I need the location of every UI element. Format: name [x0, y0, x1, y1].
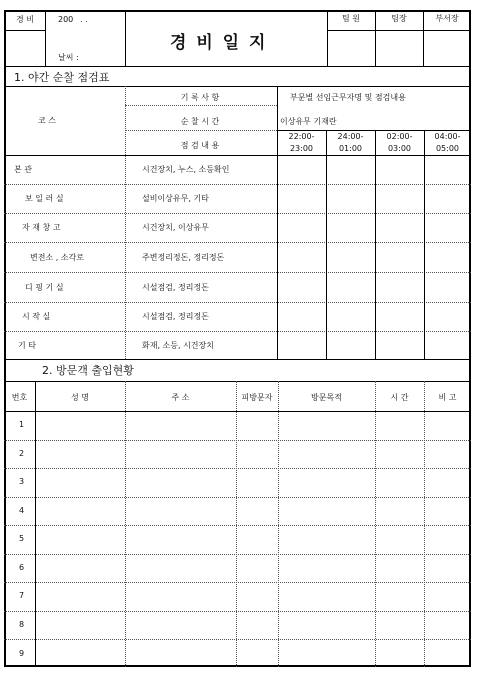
course-boiler-room: 보 일 러 실	[25, 194, 64, 203]
time-slot-4-start: 04:00-	[434, 132, 461, 141]
section2-title: 2. 방문객 출입현황	[42, 364, 134, 377]
col-name: 성 명	[71, 393, 89, 402]
divider	[45, 10, 46, 66]
divider	[4, 639, 471, 640]
signature-box-dept-head[interactable]	[423, 30, 471, 66]
time-slot-2-end: 01:00	[338, 144, 363, 153]
course-prototype-room: 시 작 실	[22, 312, 51, 321]
time-slot-4-end: 05:00	[435, 144, 460, 153]
inspection-header: 점 검 내 용	[180, 141, 220, 150]
row-number: 9	[19, 649, 25, 658]
col-purpose: 방문목적	[311, 393, 342, 402]
patrol-time-header: 순 찰 시 간	[180, 117, 220, 126]
divider	[4, 30, 45, 31]
course-main-building: 본 관	[14, 165, 32, 174]
course-warehouse: 자 재 창 고	[22, 223, 61, 232]
time-slot-2-start: 24:00-	[337, 132, 364, 141]
time-slot-3-end: 03:00	[387, 144, 412, 153]
row-number: 1	[19, 420, 25, 429]
divider	[4, 525, 471, 526]
time-slot-1-start: 22:00-	[288, 132, 315, 141]
check-warehouse: 시건장치, 이상유무	[142, 223, 209, 232]
approval-team-member: 팀 원	[342, 14, 360, 23]
approval-dept-head: 부서장	[435, 14, 459, 23]
signature-box-team-member[interactable]	[327, 30, 375, 66]
section1-title: 1. 야간 순찰 점검표	[14, 71, 110, 84]
record-header: 기 록 사 항	[180, 93, 220, 102]
row-number: 6	[19, 563, 25, 572]
divider	[35, 381, 36, 667]
weather-field[interactable]: 날씨 :	[58, 53, 79, 62]
divider	[4, 497, 471, 498]
divider	[125, 10, 126, 66]
course-dipping-room: 디 핑 기 실	[25, 283, 64, 292]
col-address: 주 소	[171, 393, 190, 402]
divider	[278, 381, 279, 667]
signature-box-team-leader[interactable]	[375, 30, 423, 66]
col-remarks: 비 고	[438, 393, 457, 402]
divider	[424, 381, 425, 667]
date-field[interactable]: . .	[80, 15, 88, 24]
col-host: 피방문자	[241, 393, 273, 402]
form-label: 경 비	[16, 15, 34, 24]
time-slot-3-start: 02:00-	[386, 132, 413, 141]
divider	[4, 359, 471, 360]
time-slot-1-end: 23:00	[289, 144, 314, 153]
divider	[4, 86, 471, 87]
divider	[4, 213, 471, 214]
row-number: 8	[19, 620, 25, 629]
check-boiler-room: 설비이상유무, 기타	[142, 194, 209, 203]
check-substation: 주변정리정돈, 정리정돈	[142, 253, 225, 262]
divider	[4, 242, 471, 243]
divider	[236, 381, 237, 667]
divider	[326, 130, 327, 359]
course-substation: 변전소 , 소각로	[30, 253, 84, 262]
check-etc: 화재, 소등, 시건장치	[142, 341, 214, 350]
course-etc: 기 타	[18, 341, 36, 350]
divider	[125, 105, 277, 106]
divider	[327, 10, 328, 66]
row-number: 7	[19, 591, 25, 600]
right-header-line2: 이상유무 기재란	[280, 117, 337, 126]
page-title: 경 비 일 지	[170, 33, 268, 53]
row-number: 5	[19, 534, 25, 543]
divider	[4, 331, 471, 332]
divider	[327, 30, 471, 31]
divider	[375, 130, 376, 359]
row-number: 3	[19, 477, 25, 486]
check-main-building: 시건장치, 누스, 소등확인	[142, 165, 230, 174]
divider	[4, 468, 471, 469]
approval-team-leader: 팀장	[391, 14, 407, 23]
divider	[4, 184, 471, 185]
divider	[4, 411, 471, 412]
date-prefix: 200	[58, 15, 74, 24]
divider	[4, 66, 471, 67]
divider	[375, 381, 376, 667]
divider	[277, 130, 278, 359]
row-number: 4	[19, 506, 25, 515]
row-number: 2	[19, 449, 25, 458]
divider	[4, 302, 471, 303]
divider	[4, 582, 471, 583]
right-header-line1: 부문별 선임근무자명 및 점검내용	[290, 93, 406, 102]
divider	[375, 10, 376, 66]
divider	[424, 130, 425, 359]
divider	[4, 381, 471, 382]
divider	[423, 10, 424, 66]
log-form	[4, 10, 471, 667]
col-time: 시 간	[390, 393, 409, 402]
course-header: 코 스	[38, 116, 56, 125]
divider	[125, 86, 126, 359]
divider	[4, 554, 471, 555]
col-number: 번호	[11, 393, 28, 402]
check-prototype-room: 시설점검, 정리정돈	[142, 312, 209, 321]
divider	[4, 155, 471, 156]
check-dipping-room: 시설점검, 정리정돈	[142, 283, 209, 292]
divider	[277, 86, 278, 130]
divider	[277, 130, 471, 131]
divider	[4, 440, 471, 441]
divider	[4, 611, 471, 612]
divider	[125, 381, 126, 667]
divider	[4, 272, 471, 273]
divider	[125, 130, 277, 131]
